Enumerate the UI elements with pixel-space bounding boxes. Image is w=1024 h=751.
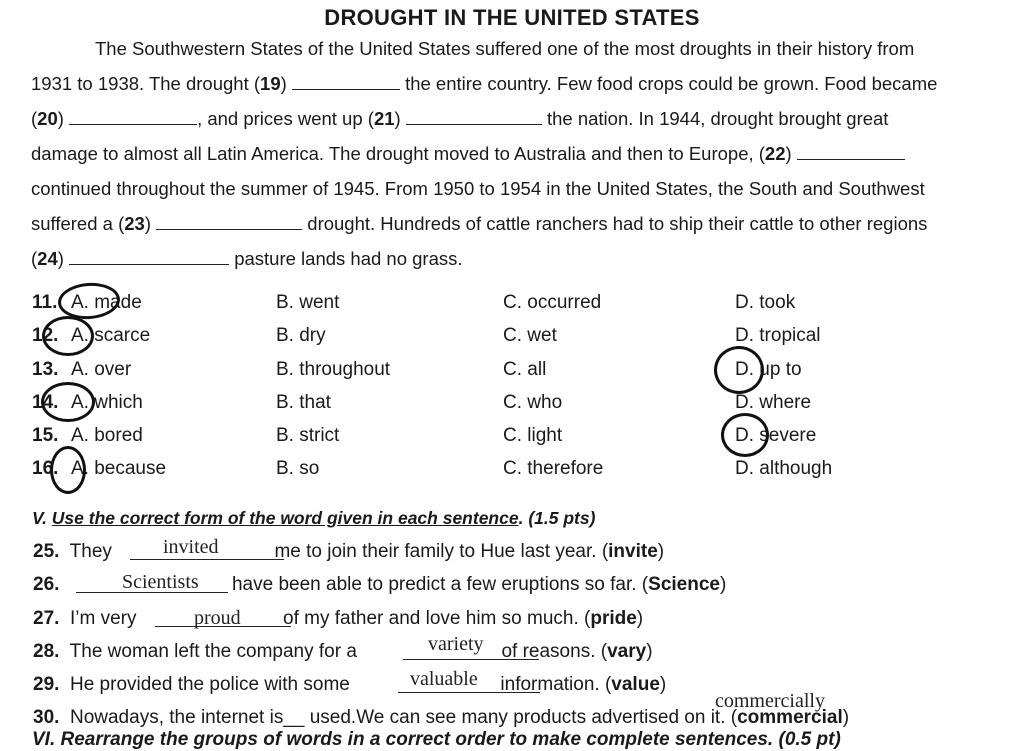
passage-line-5: continued throughout the summer of 1945. From 1950 to 1954 in the United States, the South and Southwest (31, 178, 925, 199)
handwritten-answer-28: variety (428, 633, 484, 655)
answer-circle-15-d (721, 413, 769, 457)
option-a[interactable]: A. because (71, 458, 167, 479)
answer-line-25[interactable] (130, 559, 284, 560)
question-29: 29. He provided the police with some information. (value) (33, 674, 667, 695)
option-number: 16. (32, 458, 59, 479)
option-c[interactable]: C. therefore (503, 458, 604, 479)
blank-number-23: 23 (124, 213, 145, 234)
blank-number-21: 21 (373, 108, 395, 129)
option-d[interactable]: D. up to (735, 359, 802, 380)
passage-line-2: 1931 to 1938. The drought (19) the entire country. Few food crops could be grown. Food became (31, 73, 938, 94)
passage-line-6: suffered a (23) drought. Hundreds of cattle ranchers had to ship their cattle to other regions (31, 213, 928, 234)
option-b[interactable]: B. throughout (276, 359, 391, 380)
option-d[interactable]: D. although (735, 458, 833, 479)
option-c[interactable]: C. light (503, 425, 563, 446)
handwritten-answer-26: Scientists (122, 571, 199, 593)
page-title: DROUGHT IN THE UNITED STATES (324, 5, 700, 30)
option-b[interactable]: B. dry (276, 325, 326, 346)
handwritten-answer-27: proud (194, 607, 241, 629)
option-c[interactable]: C. wet (503, 325, 557, 346)
answer-circle-16-a (50, 446, 86, 494)
answer-blank-23[interactable] (156, 215, 302, 230)
option-c[interactable]: C. all (503, 359, 547, 380)
question-26: 26. have been able to predict a few eruptions so far. (Science) (33, 574, 727, 595)
option-a[interactable]: A. over (71, 359, 132, 380)
option-c[interactable]: C. who (503, 392, 563, 413)
passage-line-1: The Southwestern States of the United States suffered one of the most droughts in their history from (95, 38, 915, 59)
passage-line-4: damage to almost all Latin America. The drought moved to Australia and then to Europe, (22) (31, 143, 905, 165)
option-number: 13. (32, 359, 59, 380)
answer-blank-20[interactable] (69, 110, 197, 125)
blank-number-22: 22 (764, 143, 786, 164)
blank-number-19: 19 (260, 73, 281, 94)
option-number: 15. (32, 425, 59, 446)
question-27: 27. I’m very of my father and love him so much. (pride) (33, 608, 644, 629)
answer-blank-21[interactable] (406, 110, 542, 125)
answer-circle-13-d (714, 346, 764, 394)
answer-circle-12-a (42, 316, 94, 356)
question-30: 30. Nowadays, the internet is__ used.We can see many products advertised on it. (commercial) (33, 707, 850, 728)
answer-circle-14-a (41, 382, 95, 422)
blank-number-20: 20 (37, 108, 58, 129)
passage-line-7: (24) pasture lands had no grass. (31, 248, 463, 269)
handwritten-answer-29: valuable (410, 668, 478, 690)
answer-line-29[interactable] (398, 692, 540, 693)
option-d[interactable]: D. where (735, 392, 812, 413)
handwritten-answer-25: invited (163, 536, 219, 558)
option-d[interactable]: D. severe (735, 425, 817, 446)
next-section-heading-cutoff: VI. Rearrange the groups of words in a correct order to make complete sentences. (0.5 pt) (32, 729, 841, 750)
option-a[interactable]: A. which (71, 392, 143, 413)
option-a[interactable]: A. scarce (71, 325, 151, 346)
answer-blank-19[interactable] (292, 75, 400, 90)
question-28: 28. The woman left the company for a of reasons. (vary) (33, 641, 653, 662)
option-number: 11. (32, 292, 58, 313)
option-a[interactable]: A. bored (71, 425, 143, 446)
answer-blank-24[interactable] (69, 250, 229, 265)
handwritten-answer-30: commercially (715, 690, 825, 712)
blank-number-24: 24 (37, 248, 58, 269)
passage-line-3: (20) , and prices went up (21) the nation. In 1944, drought brought great (31, 108, 889, 129)
option-d[interactable]: D. took (735, 292, 796, 313)
option-number: 14. (32, 392, 59, 413)
option-b[interactable]: B. went (276, 292, 340, 313)
option-c[interactable]: C. occurred (503, 292, 602, 313)
option-b[interactable]: B. so (276, 458, 320, 479)
answer-line-28[interactable] (403, 659, 539, 660)
section-heading: V. Use the correct form of the word given in each sentence. (1.5 pts) (32, 508, 596, 528)
question-25: 25. They me to join their family to Hue last year. (invite) (33, 541, 665, 562)
option-b[interactable]: B. that (276, 392, 331, 413)
option-b[interactable]: B. strict (276, 425, 340, 446)
option-d[interactable]: D. tropical (735, 325, 821, 346)
option-a[interactable]: A. made (71, 292, 142, 313)
answer-blank-22[interactable] (797, 145, 905, 160)
option-number: 12. (32, 325, 59, 346)
